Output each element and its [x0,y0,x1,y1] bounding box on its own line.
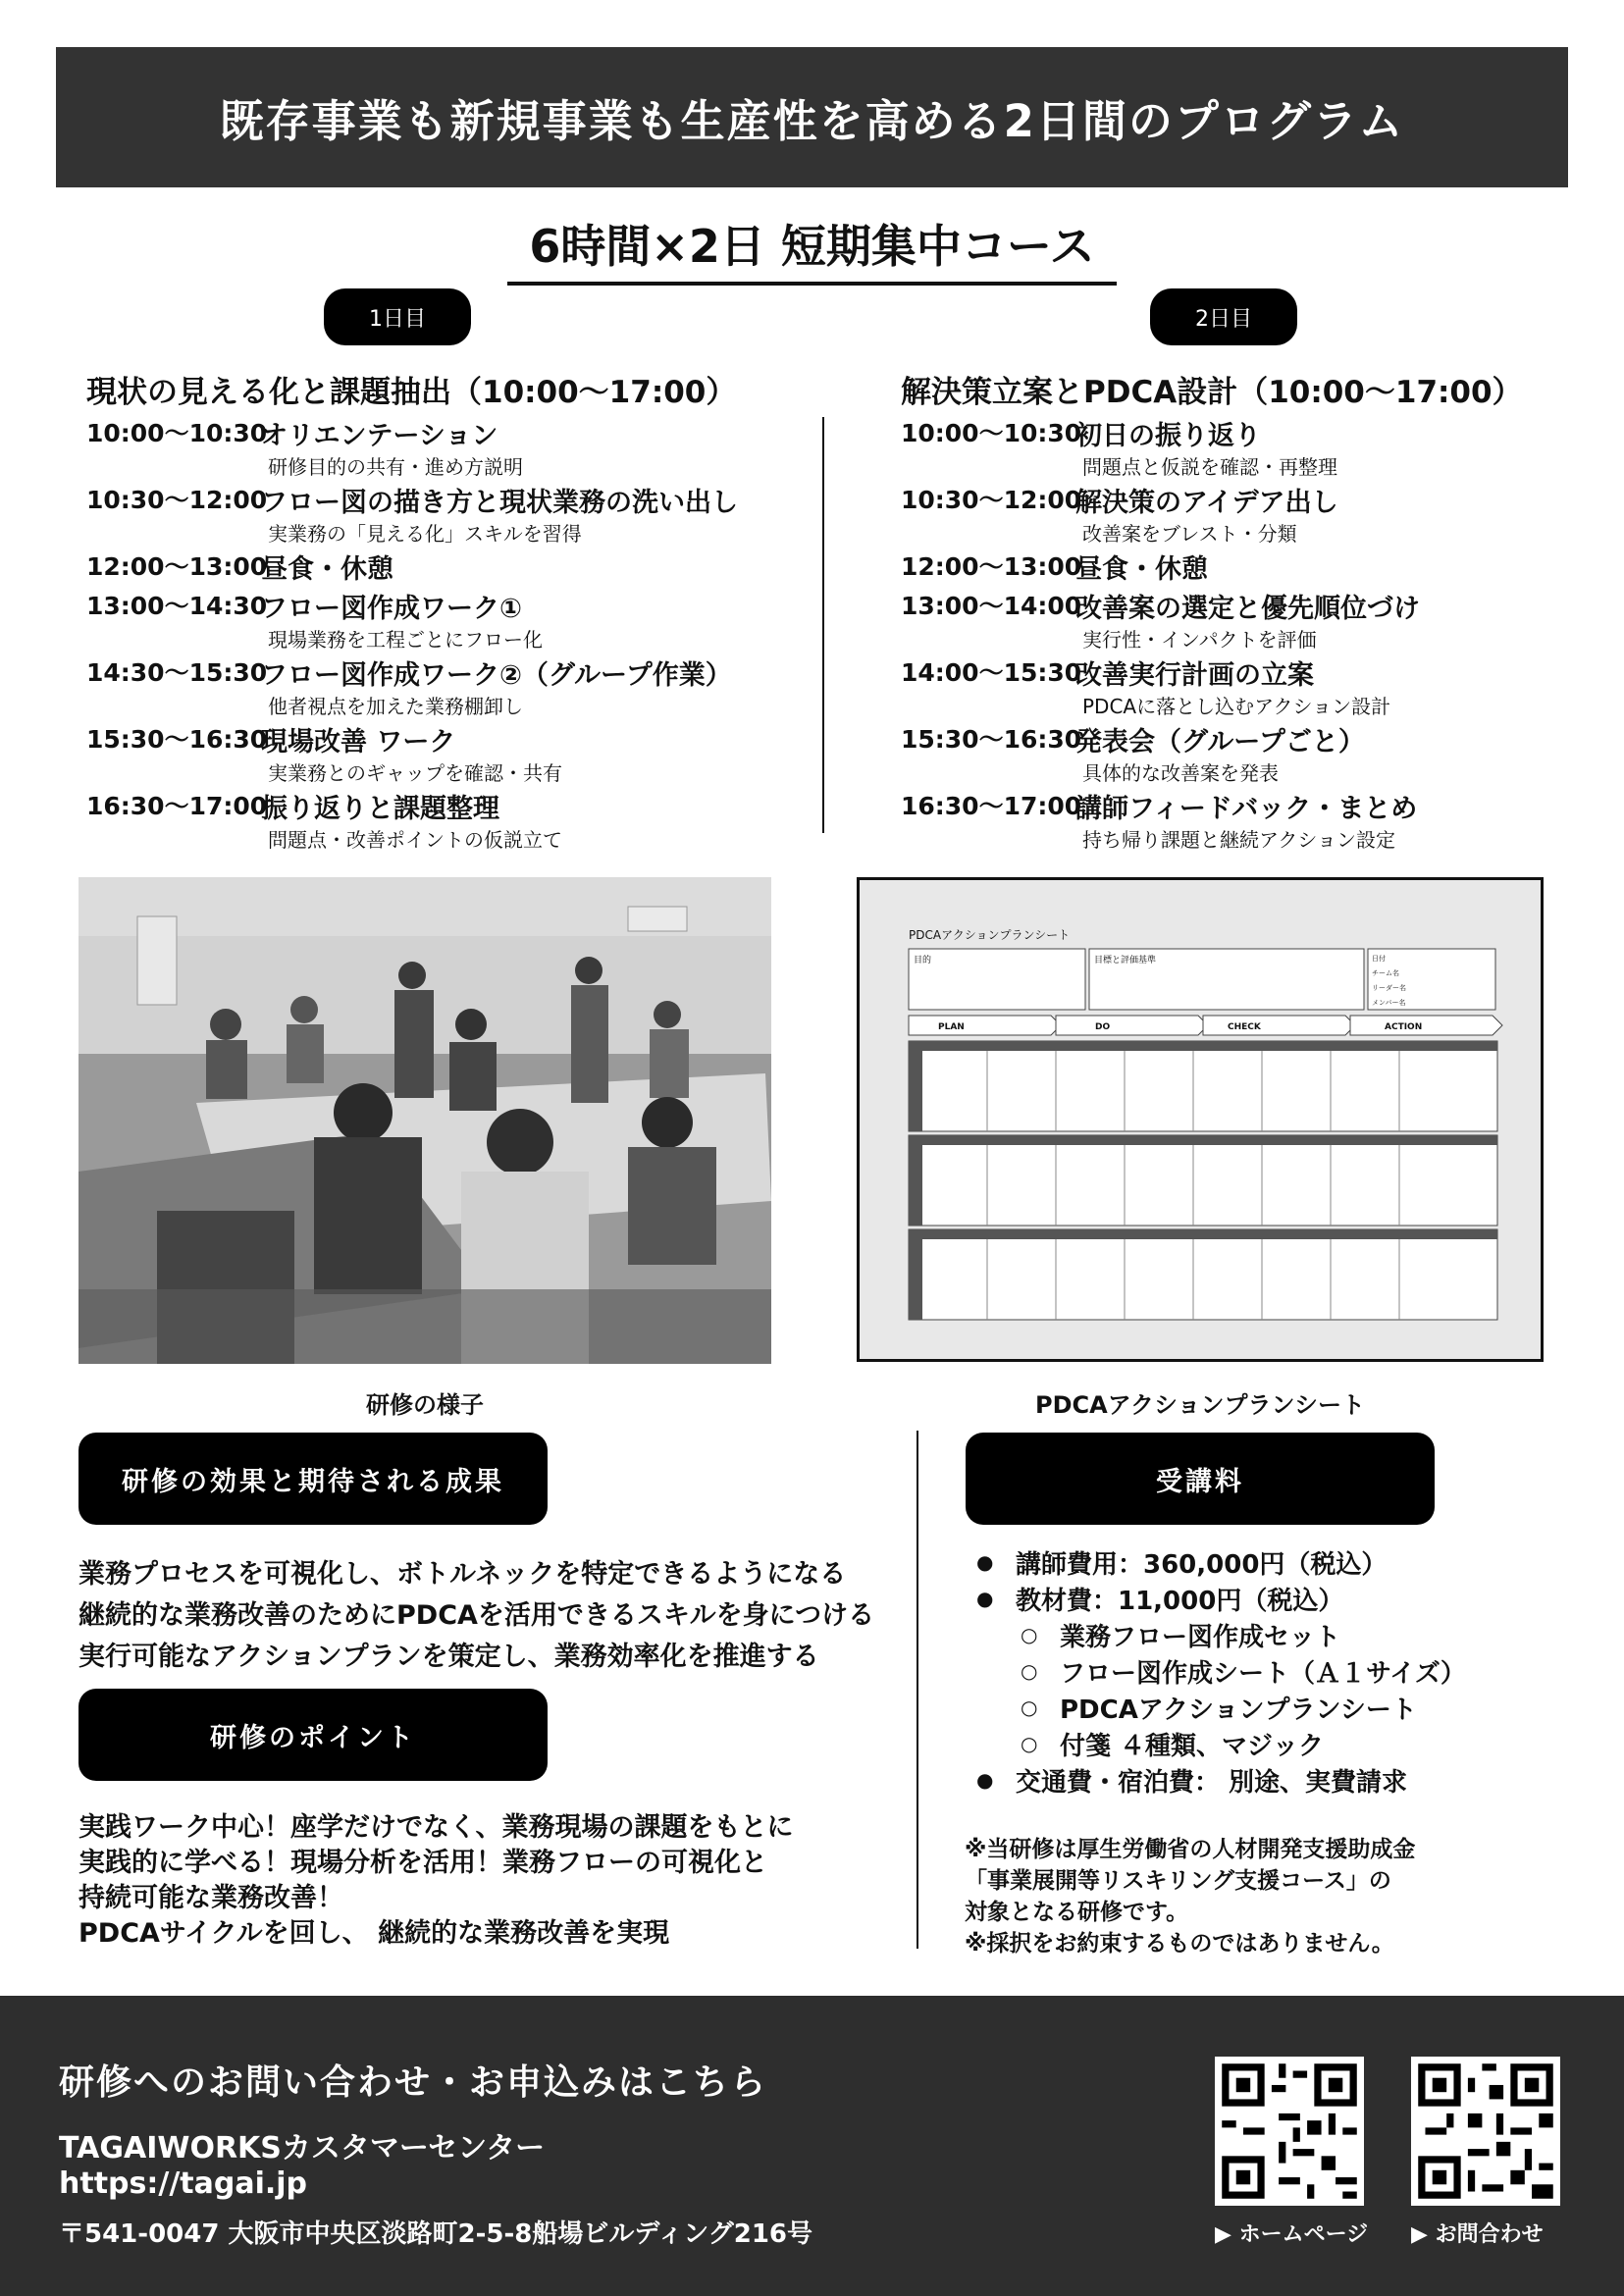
fee-item [976,1544,1387,1581]
qr-code-icon [1215,2057,1364,2206]
website-link[interactable]: https://tagai.jp [59,2166,308,2201]
bullet-circle-icon: ○ [1021,1696,1038,1719]
contact-qr-code[interactable] [1411,2057,1560,2206]
footer-heading: 研修へのお問い合わせ・お申込みはこちら [59,2062,768,2103]
schedule-time: 13:00～14:00 [901,592,1082,620]
schedule-time: 16:30～17:00 [901,792,1082,820]
schedule-title: 講師フィードバック・まとめ [1075,794,1418,824]
effects-line: 業務プロセスを可視化し、ボトルネックを特定できるようになる [79,1559,847,1590]
pdca-purpose-label: 目的 [914,956,932,965]
pdca-field-leader: リーダー名 [1372,984,1406,992]
bullet-circle-icon: ○ [1021,1659,1038,1683]
schedule-desc: 実業務の「見える化」スキルを習得 [268,522,582,546]
bullet-dot-icon: ● [976,1550,994,1574]
effects-heading [79,1433,548,1525]
points-line: 実践的に学べる！現場分析を活用！業務フローの可視化と [79,1848,767,1878]
schedule-title: フロー図作成ワーク②（グループ作業） [261,660,732,691]
training-photo-illustration [79,877,771,1364]
triangle-right-icon: ▶ [1411,2222,1428,2247]
schedule-title: 現場改善 ワーク [261,727,456,757]
pdca-phase-do: DO [1095,1022,1111,1032]
schedule-desc: 問題点・改善ポイントの仮説立て [268,828,562,852]
fee-subitem-text: 付箋 ４種類、マジック [1060,1732,1325,1761]
pdca-goal-label: 目標と評価基準 [1094,956,1157,965]
qr-code-icon [1411,2057,1560,2206]
schedule-time: 14:00～15:30 [901,658,1082,687]
points-heading-text: 研修のポイント [210,1722,416,1753]
schedule-divider [822,417,824,833]
subsidy-note: ※当研修は厚生労働省の人材開発支援助成金 [965,1837,1416,1862]
homepage-qr-label [1215,2218,1368,2248]
pdca-phase-plan: PLAN [938,1022,965,1032]
day1-heading: 現状の見える化と課題抽出（10:00～17:00） [86,375,737,410]
schedule-time: 10:00～10:30 [86,419,268,447]
schedule-time: 10:00～10:30 [901,419,1082,447]
banner-text: 既存事業も新規事業も生産性を高める2日間のプログラム [219,95,1405,147]
schedule-time: 14:30～15:30 [86,658,268,687]
schedule-desc: 現場業務を工程ごとにフロー化 [268,628,543,652]
schedule-time: 10:30～12:00 [901,486,1082,514]
company-name: TAGAIWORKSカスタマーセンター [59,2131,546,2166]
course-title [0,211,1624,286]
bullet-circle-icon: ○ [1021,1732,1038,1755]
schedule-time: 10:30～12:00 [86,486,268,514]
schedule-desc: 実行性・インパクトを評価 [1082,628,1317,652]
schedule-title: 振り返りと課題整理 [261,794,499,824]
bullet-dot-icon: ● [976,1768,994,1792]
triangle-right-icon: ▶ [1215,2222,1231,2247]
schedule-desc: 研修目的の共有・進め方説明 [268,455,523,479]
fees-heading [966,1433,1435,1525]
address: 〒541-0047 大阪市中央区淡路町2-5-8船場ビルディング216号 [59,2219,813,2249]
effects-line: 継続的な業務改善のためにPDCAを活用できるスキルを身につける [79,1600,875,1631]
schedule-desc: 持ち帰り課題と継続アクション設定 [1082,828,1395,852]
fee-subitem [1021,1690,1417,1726]
homepage-qr-code[interactable] [1215,2057,1364,2206]
fee-subitem [1021,1653,1466,1690]
day1-schedule [86,414,793,856]
schedule-time: 15:30～16:30 [901,725,1082,754]
schedule-desc: 問題点と仮説を確認・再整理 [1082,455,1337,479]
schedule-title: 解決策のアイデア出し [1075,488,1338,518]
pdca-field-date: 日付 [1372,955,1386,963]
schedule-title: フロー図の描き方と現状業務の洗い出し [261,488,738,518]
fee-subitem-text: PDCAアクションプランシート [1060,1696,1417,1725]
fee-subitem-text: 業務フロー図作成セット [1060,1623,1341,1652]
contact-qr-label-text: お問合わせ [1435,2222,1544,2247]
schedule-time: 13:00～14:30 [86,592,268,620]
pdca-phase-check: CHECK [1228,1022,1261,1032]
fee-subitem [1021,1617,1340,1653]
fee-subitem-text: フロー図作成シート（Ａ１サイズ） [1060,1659,1466,1689]
sheet-caption: PDCAアクションプランシート [1035,1391,1365,1419]
day2-pill-label: 2日目 [1195,306,1252,332]
footer [0,1996,1624,2296]
schedule-title: 昼食・休憩 [261,554,393,585]
fees-heading-text: 受講料 [1156,1466,1244,1497]
pdca-sheet-title: PDCAアクションプランシート [909,928,1071,942]
fee-item [976,1581,1343,1617]
schedule-time: 15:30～16:30 [86,725,268,754]
fee-item-text: 教材費：11,000円（税込） [1016,1587,1344,1616]
day1-pill-label: 1日目 [369,306,426,332]
day2-pill [1150,288,1297,345]
bullet-dot-icon: ● [976,1587,994,1610]
contact-qr-label [1411,2218,1544,2248]
schedule-title: 初日の振り返り [1075,421,1261,451]
course-title-text: 6時間×2日 短期集中コース [507,211,1116,286]
schedule-title: オリエンテーション [261,421,498,451]
schedule-title: 改善実行計画の立案 [1075,660,1314,691]
pdca-sheet-image [857,877,1544,1362]
subsidy-note: 「事業展開等リスキリング支援コース」の [965,1868,1391,1894]
schedule-desc: PDCAに落とし込むアクション設計 [1082,695,1391,718]
subsidy-note: 対象となる研修です。 [965,1900,1189,1925]
subsidy-note: ※採択をお約束するものではありません。 [965,1931,1394,1957]
day2-schedule [901,414,1588,856]
schedule-desc: 実業務とのギャップを確認・共有 [268,761,562,785]
effects-line: 実行可能なアクションプランを策定し、業務効率化を推進する [79,1642,819,1672]
top-banner [56,47,1568,187]
points-line: PDCAサイクルを回し、 継続的な業務改善を実現 [79,1918,670,1949]
pdca-sheet-illustration [860,880,1541,1359]
section-divider [917,1431,918,1949]
points-heading [79,1689,548,1781]
day1-pill [324,288,471,345]
fee-subitem [1021,1726,1324,1762]
fee-item [976,1762,1407,1799]
fee-item-text: 交通費・宿泊費： 別途、実費請求 [1016,1768,1408,1798]
schedule-title: 発表会（グループごと） [1075,727,1365,757]
schedule-desc: 他者視点を加えた業務棚卸し [268,695,523,718]
schedule-desc: 具体的な改善案を発表 [1082,761,1279,785]
bullet-circle-icon: ○ [1021,1623,1038,1646]
day2-heading: 解決策立案とPDCA設計（10:00～17:00） [901,375,1523,410]
schedule-title: 昼食・休憩 [1075,554,1208,585]
pdca-field-members: メンバー名 [1372,999,1406,1007]
points-line: 実践ワーク中心！座学だけでなく、業務現場の課題をもとに [79,1812,794,1843]
schedule-time: 16:30～17:00 [86,792,268,820]
points-line: 持続可能な業務改善！ [79,1883,343,1913]
effects-heading-text: 研修の効果と期待される成果 [122,1466,504,1497]
photo-caption: 研修の様子 [366,1391,484,1419]
schedule-title: フロー図作成ワーク① [261,594,522,624]
pdca-field-team: チーム名 [1372,969,1399,977]
homepage-qr-label-text: ホームページ [1238,2222,1369,2247]
training-photo [79,877,771,1364]
schedule-time: 12:00～13:00 [901,552,1082,581]
schedule-desc: 改善案をブレスト・分類 [1082,522,1297,546]
schedule-title: 改善案の選定と優先順位づけ [1075,594,1420,624]
fee-item-text: 講師費用：360,000円（税込） [1016,1550,1388,1580]
schedule-time: 12:00～13:00 [86,552,268,581]
pdca-phase-action: ACTION [1385,1022,1423,1032]
